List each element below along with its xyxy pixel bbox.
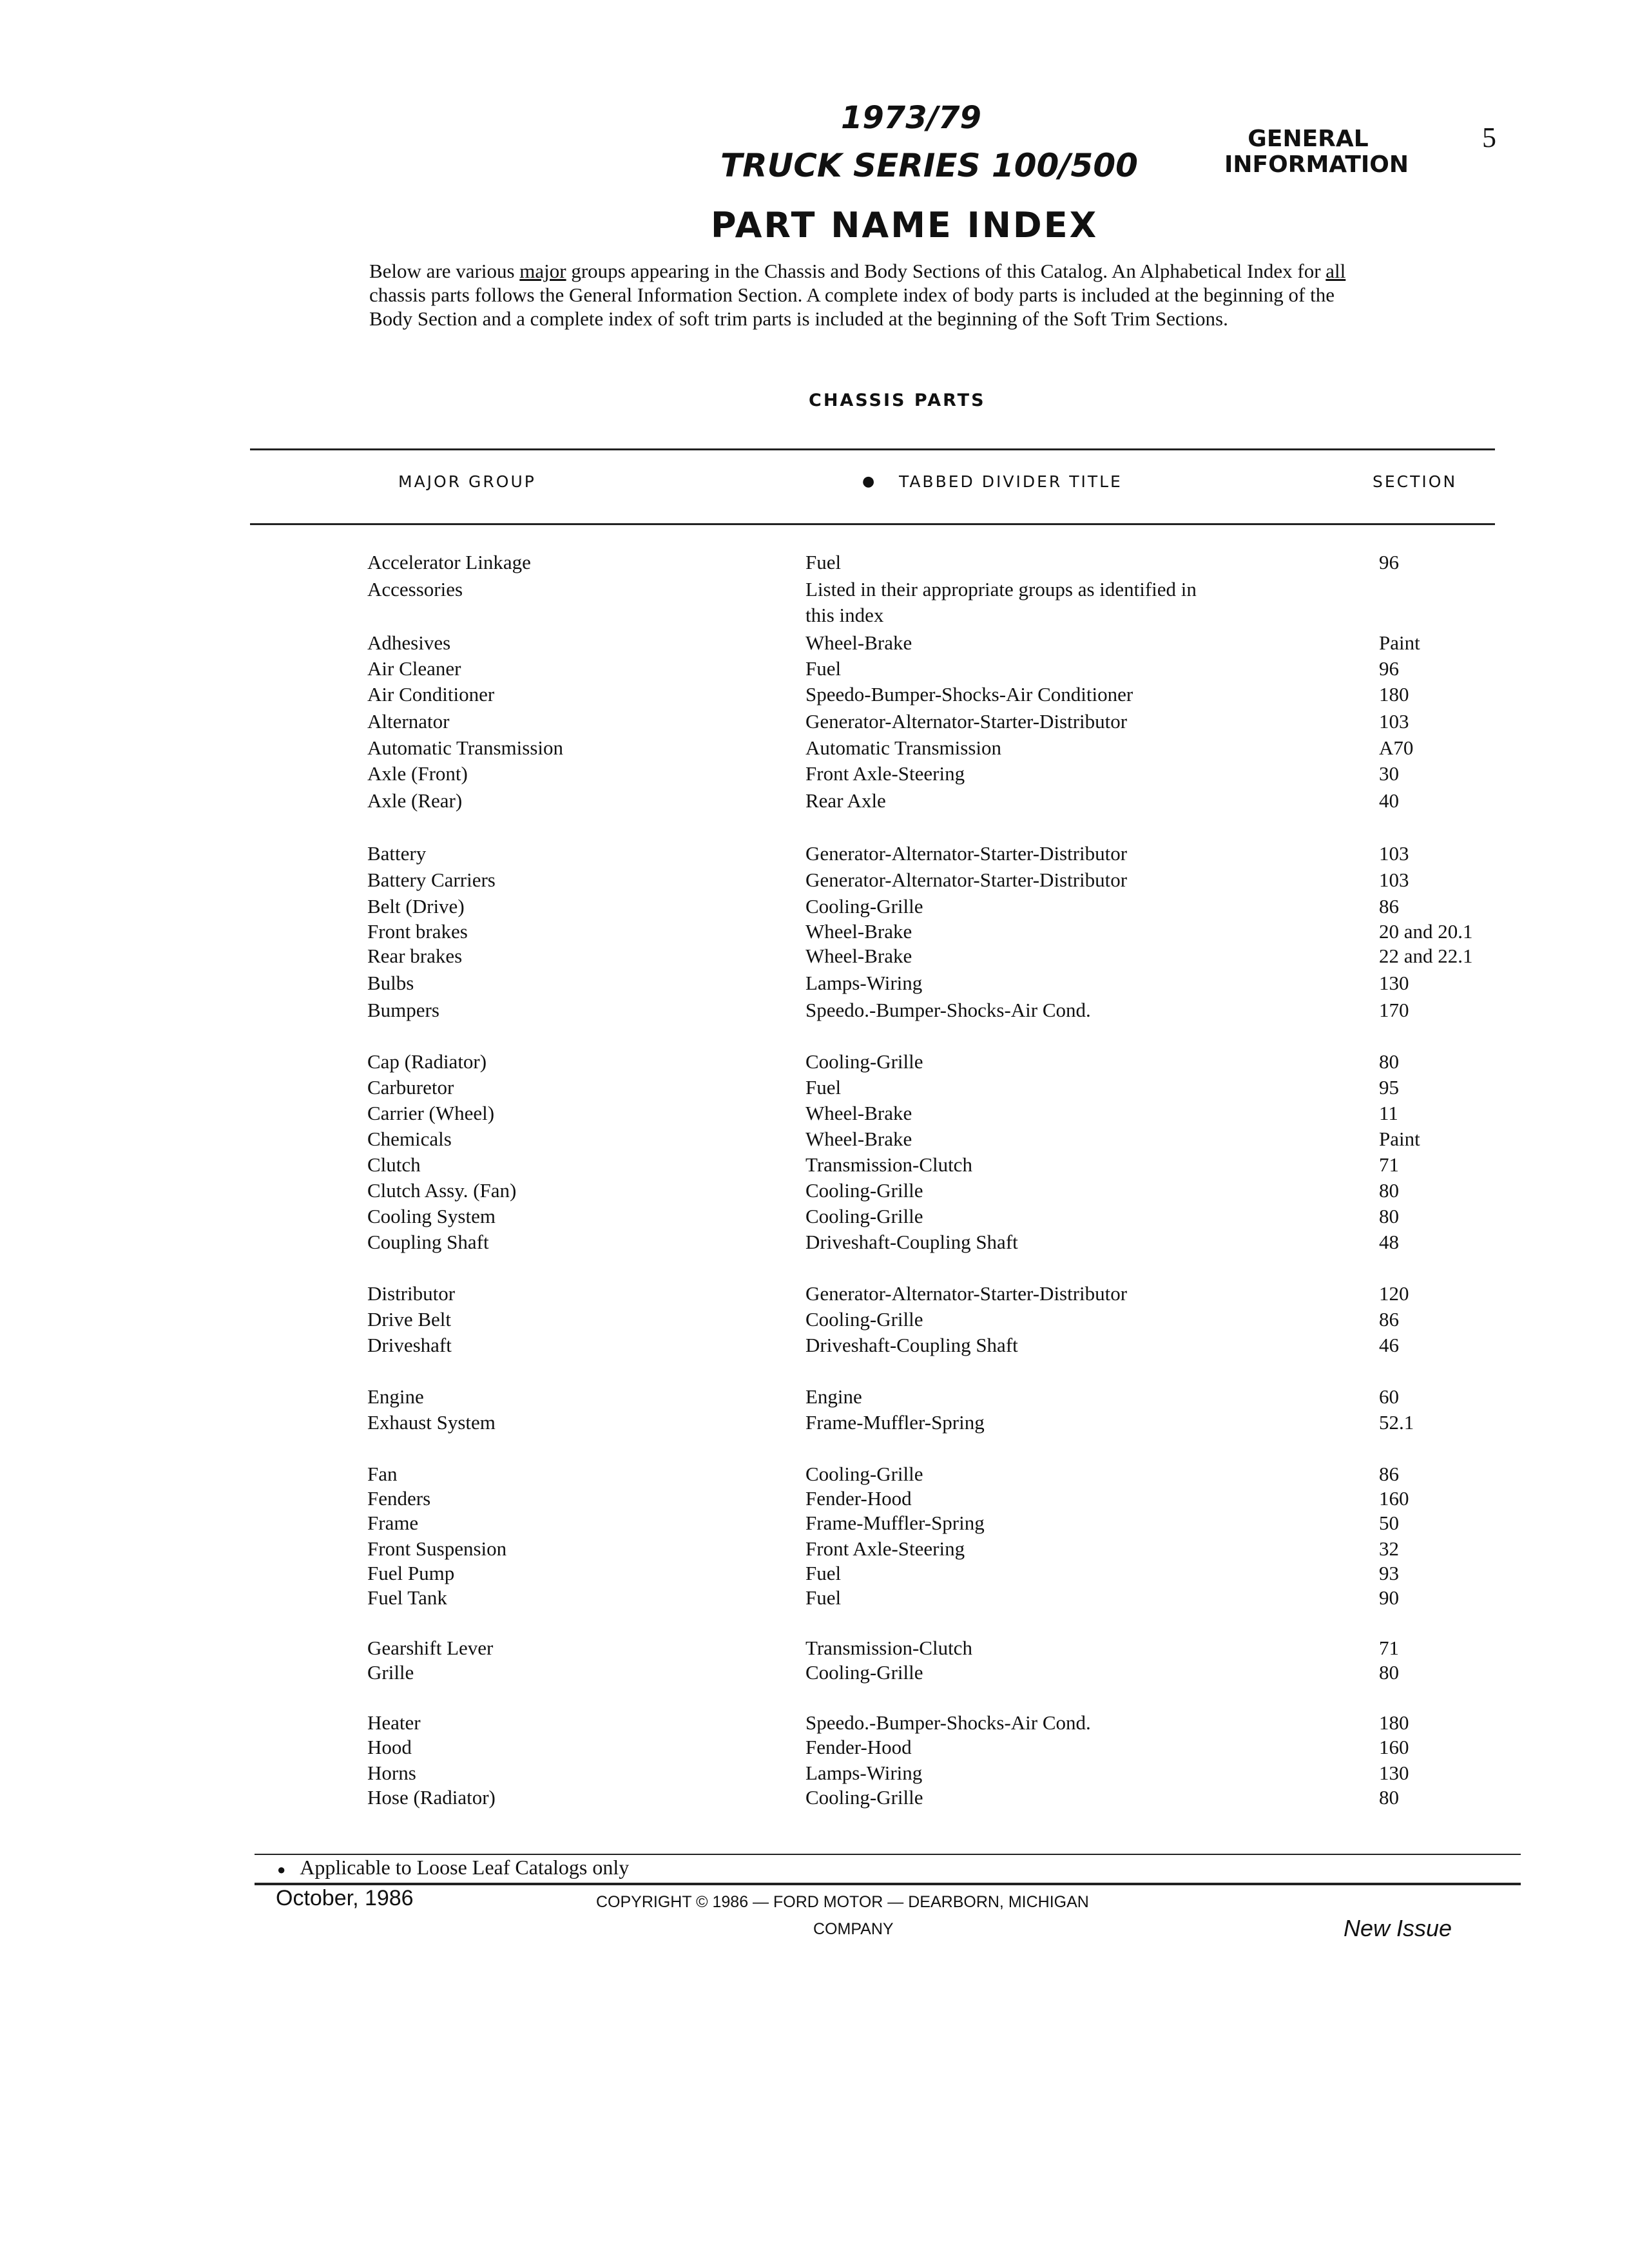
divider-title-cell: Driveshaft-Coupling Shaft	[805, 1334, 1018, 1356]
major-group-cell: Clutch	[367, 1153, 421, 1176]
page-number: 5	[1482, 122, 1496, 153]
section-cell: 71	[1379, 1637, 1399, 1659]
section-cell: 80	[1379, 1661, 1399, 1684]
footer-rule	[255, 1883, 1521, 1885]
divider-title-cell: Wheel-Brake	[805, 920, 912, 943]
major-group-cell: Carrier (Wheel)	[367, 1102, 495, 1124]
table-row	[0, 789, 1629, 815]
footer-issue: New Issue	[1344, 1915, 1452, 1941]
divider-title-cell: Fender-Hood	[805, 1736, 912, 1758]
divider-title-cell: Fuel	[805, 1076, 842, 1099]
section-cell: 160	[1379, 1736, 1409, 1758]
table-row	[0, 604, 1629, 629]
table-row	[0, 842, 1629, 868]
divider-title-cell: Frame-Muffler-Spring	[805, 1512, 985, 1534]
major-group-cell: Hood	[367, 1736, 412, 1758]
footnote-text: Applicable to Loose Leaf Catalogs only	[300, 1856, 630, 1879]
table-row	[0, 762, 1629, 788]
divider-title-cell: Speedo.-Bumper-Shocks-Air Cond.	[805, 1711, 1091, 1734]
section-cell: 40	[1379, 789, 1399, 812]
major-group-cell: Bulbs	[367, 972, 414, 994]
divider-title-cell: Fender-Hood	[805, 1487, 912, 1510]
footnote-rule	[255, 1854, 1521, 1855]
table-row	[0, 1128, 1629, 1153]
table-row	[0, 1282, 1629, 1308]
divider-title-cell: Wheel-Brake	[805, 945, 912, 967]
intro-text-3: chassis parts follows the General Information Section. A complete index of body parts is included at the beginning of the Body Section and a complete index of soft trim parts is included at the beginning of the Soft Trim Sections.	[369, 284, 1335, 330]
major-group-cell: Fan	[367, 1463, 398, 1485]
table-row	[0, 1334, 1629, 1360]
major-group-cell: Front brakes	[367, 920, 468, 943]
divider-title-cell: Wheel-Brake	[805, 631, 912, 654]
table-row	[0, 1586, 1629, 1612]
header-section-label	[1224, 126, 1409, 178]
divider-title-cell: Rear Axle	[805, 789, 886, 812]
major-group-cell: Gearshift Lever	[367, 1637, 494, 1659]
divider-title-cell: Fuel	[805, 1586, 842, 1609]
table-row	[0, 920, 1629, 946]
major-group-cell: Rear brakes	[367, 945, 463, 967]
column-header-divider-title: TABBED DIVIDER TITLE	[899, 472, 1123, 491]
table-row	[0, 1411, 1629, 1437]
divider-title-cell: Cooling-Grille	[805, 1179, 923, 1202]
major-group-cell: Automatic Transmission	[367, 736, 564, 759]
major-group-cell: Coupling Shaft	[367, 1231, 489, 1253]
section-cell: Paint	[1379, 1128, 1420, 1150]
section-cell: 80	[1379, 1179, 1399, 1202]
divider-title-cell: Listed in their appropriate groups as identified in	[805, 578, 1197, 601]
table-row	[0, 1102, 1629, 1128]
divider-title-cell: Generator-Alternator-Starter-Distributor	[805, 1282, 1128, 1305]
intro-text-2: groups appearing in the Chassis and Body Sections of this Catalog. An Alphabetical Index for	[566, 260, 1326, 282]
section-cell: 180	[1379, 1711, 1409, 1734]
table-row	[0, 1385, 1629, 1411]
major-group-cell: Horns	[367, 1762, 416, 1784]
major-group-cell: Engine	[367, 1385, 424, 1408]
divider-title-cell: Cooling-Grille	[805, 1661, 923, 1684]
major-group-cell: Fuel Pump	[367, 1562, 455, 1584]
section-cell: 95	[1379, 1076, 1399, 1099]
section-cell: 80	[1379, 1205, 1399, 1227]
section-cell: 50	[1379, 1512, 1399, 1534]
intro-paragraph	[369, 259, 1374, 331]
divider-title-cell: Driveshaft-Coupling Shaft	[805, 1231, 1018, 1253]
table-row	[0, 1076, 1629, 1102]
divider-title-cell: this index	[805, 604, 884, 626]
section-cell: A70	[1379, 736, 1414, 759]
footer-company: COMPANY	[813, 1920, 894, 1938]
divider-title-cell: Speedo.-Bumper-Shocks-Air Cond.	[805, 999, 1091, 1021]
table-top-rule	[250, 448, 1495, 450]
table-row	[0, 683, 1629, 709]
column-header-section: SECTION	[1373, 472, 1458, 491]
table-row	[0, 1661, 1629, 1687]
divider-title-cell: Engine	[805, 1385, 862, 1408]
section-cell: 90	[1379, 1586, 1399, 1609]
major-group-cell: Heater	[367, 1711, 421, 1734]
section-cell: 103	[1379, 842, 1409, 865]
divider-title-cell: Generator-Alternator-Starter-Distributor	[805, 869, 1128, 891]
table-row	[0, 999, 1629, 1024]
divider-title-cell: Cooling-Grille	[805, 1205, 923, 1227]
section-cell: 120	[1379, 1282, 1409, 1305]
section-cell: 130	[1379, 972, 1409, 994]
table-row	[0, 1205, 1629, 1231]
header-section-line2: INFORMATION	[1224, 151, 1409, 178]
section-cell: 103	[1379, 869, 1409, 891]
table-row	[0, 710, 1629, 736]
column-header-major-group: MAJOR GROUP	[398, 472, 536, 491]
divider-title-cell: Front Axle-Steering	[805, 1537, 965, 1560]
section-cell: 52.1	[1379, 1411, 1414, 1434]
footer-copyright: COPYRIGHT © 1986 — FORD MOTOR — DEARBORN, MICHIGAN	[596, 1893, 1089, 1911]
divider-title-cell: Lamps-Wiring	[805, 972, 923, 994]
bullet-icon: ●	[277, 1861, 286, 1878]
major-group-cell: Grille	[367, 1661, 414, 1684]
table-row	[0, 1786, 1629, 1812]
section-cell: 86	[1379, 895, 1399, 918]
table-row	[0, 1562, 1629, 1588]
page-title: PART NAME INDEX	[711, 205, 1099, 245]
major-group-cell: Fuel Tank	[367, 1586, 447, 1609]
table-row	[0, 1487, 1629, 1513]
table-row	[0, 1308, 1629, 1334]
major-group-cell: Battery Carriers	[367, 869, 496, 891]
major-group-cell: Cooling System	[367, 1205, 496, 1227]
major-group-cell: Bumpers	[367, 999, 439, 1021]
section-cell: 80	[1379, 1050, 1399, 1073]
section-cell: 130	[1379, 1762, 1409, 1784]
major-group-cell: Front Suspension	[367, 1537, 507, 1560]
divider-title-cell: Wheel-Brake	[805, 1128, 912, 1150]
table-row	[0, 1231, 1629, 1256]
table-row	[0, 736, 1629, 762]
table-row	[0, 1463, 1629, 1488]
divider-title-cell: Transmission-Clutch	[805, 1153, 972, 1176]
table-row	[0, 972, 1629, 997]
section-cell: 60	[1379, 1385, 1399, 1408]
divider-title-cell: Wheel-Brake	[805, 1102, 912, 1124]
table-row	[0, 578, 1629, 604]
major-group-cell: Adhesives	[367, 631, 451, 654]
divider-title-cell: Cooling-Grille	[805, 1463, 923, 1485]
major-group-cell: Carburetor	[367, 1076, 454, 1099]
intro-underline-major: major	[519, 260, 566, 282]
section-cell: 103	[1379, 710, 1409, 733]
section-cell: 80	[1379, 1786, 1399, 1809]
divider-title-cell: Speedo-Bumper-Shocks-Air Conditioner	[805, 683, 1133, 706]
header-year: 1973/79	[841, 100, 981, 136]
section-cell: 32	[1379, 1537, 1399, 1560]
major-group-cell: Belt (Drive)	[367, 895, 465, 918]
table-row	[0, 1637, 1629, 1662]
divider-title-cell: Front Axle-Steering	[805, 762, 965, 785]
major-group-cell: Air Cleaner	[367, 657, 461, 680]
section-cell: 11	[1379, 1102, 1398, 1124]
section-cell: 96	[1379, 551, 1399, 573]
divider-title-cell: Lamps-Wiring	[805, 1762, 923, 1784]
divider-title-cell: Transmission-Clutch	[805, 1637, 972, 1659]
section-cell: 93	[1379, 1562, 1399, 1584]
divider-title-cell: Frame-Muffler-Spring	[805, 1411, 985, 1434]
divider-title-cell: Fuel	[805, 551, 842, 573]
table-row	[0, 1762, 1629, 1787]
major-group-cell: Accelerator Linkage	[367, 551, 531, 573]
section-cell: 96	[1379, 657, 1399, 680]
major-group-cell: Chemicals	[367, 1128, 452, 1150]
table-row	[0, 1153, 1629, 1179]
divider-title-cell: Cooling-Grille	[805, 1786, 923, 1809]
footnote	[277, 1856, 629, 1879]
divider-title-cell: Generator-Alternator-Starter-Distributor	[805, 842, 1128, 865]
table-header-rule	[250, 523, 1495, 525]
section-cell: 48	[1379, 1231, 1399, 1253]
table-row	[0, 1736, 1629, 1762]
table-row	[0, 1050, 1629, 1076]
divider-title-cell: Generator-Alternator-Starter-Distributor	[805, 710, 1128, 733]
table-row	[0, 1537, 1629, 1563]
header-series: TRUCK SERIES 100/500	[720, 147, 1138, 184]
divider-title-cell: Fuel	[805, 657, 842, 680]
intro-text-1: Below are various	[369, 260, 520, 282]
major-group-cell: Drive Belt	[367, 1308, 451, 1331]
bullet-icon: ●	[862, 474, 877, 490]
section-cell: 71	[1379, 1153, 1399, 1176]
divider-title-cell: Cooling-Grille	[805, 895, 923, 918]
major-group-cell: Accessories	[367, 578, 463, 601]
major-group-cell: Air Conditioner	[367, 683, 495, 706]
major-group-cell: Axle (Front)	[367, 762, 468, 785]
section-cell: Paint	[1379, 631, 1420, 654]
section-cell: 180	[1379, 683, 1409, 706]
major-group-cell: Hose (Radiator)	[367, 1786, 496, 1809]
table-row	[0, 1711, 1629, 1737]
table-row	[0, 657, 1629, 683]
section-cell: 86	[1379, 1308, 1399, 1331]
divider-title-cell: Cooling-Grille	[805, 1050, 923, 1073]
table-row	[0, 551, 1629, 577]
major-group-cell: Axle (Rear)	[367, 789, 463, 812]
major-group-cell: Clutch Assy. (Fan)	[367, 1179, 517, 1202]
table-row	[0, 631, 1629, 657]
major-group-cell: Exhaust System	[367, 1411, 496, 1434]
section-cell: 22 and 22.1	[1379, 945, 1473, 967]
major-group-cell: Distributor	[367, 1282, 456, 1305]
table-row	[0, 895, 1629, 921]
table-row	[0, 869, 1629, 894]
major-group-cell: Fenders	[367, 1487, 431, 1510]
major-group-cell: Driveshaft	[367, 1334, 452, 1356]
section-cell: 30	[1379, 762, 1399, 785]
section-cell: 46	[1379, 1334, 1399, 1356]
section-subtitle: CHASSIS PARTS	[809, 390, 986, 410]
table-row	[0, 1512, 1629, 1537]
section-cell: 170	[1379, 999, 1409, 1021]
header-section-line1: GENERAL	[1248, 126, 1369, 152]
divider-title-cell: Fuel	[805, 1562, 842, 1584]
major-group-cell: Frame	[367, 1512, 419, 1534]
major-group-cell: Cap (Radiator)	[367, 1050, 487, 1073]
divider-title-cell: Cooling-Grille	[805, 1308, 923, 1331]
intro-underline-all: all	[1325, 260, 1346, 282]
major-group-cell: Battery	[367, 842, 427, 865]
major-group-cell: Alternator	[367, 710, 450, 733]
section-cell: 20 and 20.1	[1379, 920, 1473, 943]
section-cell: 86	[1379, 1463, 1399, 1485]
table-row	[0, 1179, 1629, 1205]
table-row	[0, 945, 1629, 970]
divider-title-cell: Automatic Transmission	[805, 736, 1002, 759]
section-cell: 160	[1379, 1487, 1409, 1510]
footer-date: October, 1986	[276, 1886, 414, 1910]
